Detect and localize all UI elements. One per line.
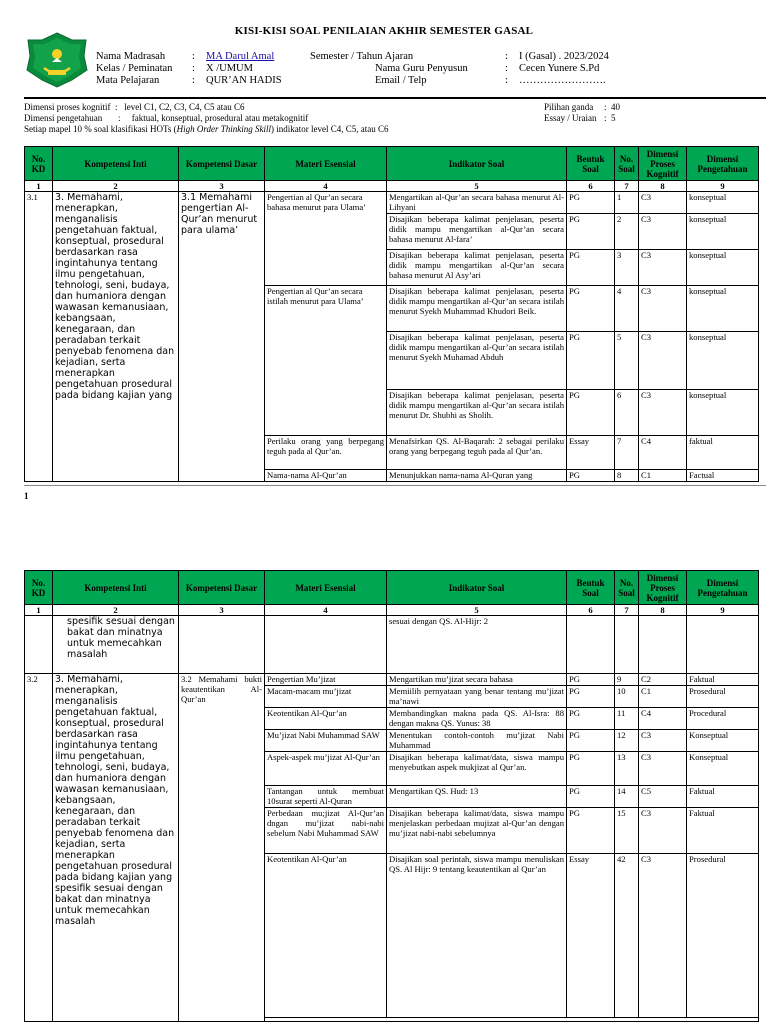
table-row: 3.2 3. Memahami, menerapkan, menganalisis pengetahuan faktual, konseptual, prosedural berdasarkan rasa ingintahunya tentang ilmu pengetahuan, tehnologi, seni, budaya, dan humaniora dengan wawasan kemanusiaan, kebangsaan, kenegaraan, dan peradaban terkait penyebab fenomena dan kejadian, serta menerapkan pengetahuan prosedural pada bidang kajian yang spesifik sesuai dengan bakat dan minatnya untuk memecahkan masalah 3.2 Memahami bukti keautentikan Al-Qur’an Pengertian Mu’jizat Mengartikan mu’jizat secara bahasa PG 9 C2 Faktual: [25, 674, 759, 686]
indikator-cell: Disajikan beberapa kalimat penjelasan, peserta didik mampu mengartikan al-Qur’an secara bahasa menurut Al-fara’: [387, 214, 567, 250]
materi-cell: Pengertian Mu’jizat: [265, 674, 387, 686]
col-pengetahuan: Dimensi Pengetahuan: [687, 571, 759, 605]
indikator-cell: Mengartikan al-Qur’an secara bahasa menurut Al-Lihyani: [387, 192, 567, 214]
col-kompetensi-inti: Kompetensi Inti: [53, 571, 179, 605]
column-number-row: 1 2 3 4 5 6 7 8 9: [25, 605, 759, 616]
indikator-cell: Mengartikan mu’jizat secara bahasa: [387, 674, 567, 686]
table-row: Disajikan beberapa kalimat penjelasan, peserta didik mampu mengartikan al-Qur’an secara istilah menurut Dr. Shubhi as Sholih. PG 6 C3 konseptual: [25, 390, 759, 436]
column-number-row: 1 2 3 4 5 6 7 8 9: [25, 181, 759, 192]
value-guru: Cecen Yunere S.Pd: [519, 63, 600, 74]
col-proses: Dimensi Proses Kognitif: [639, 147, 687, 181]
col-no-kd: No. KD: [25, 571, 53, 605]
kisi-kisi-table-page1: [24, 146, 759, 482]
table-row: Macam-macam mu’jizat Memiilih pernyataan yang benar tentang mu’jizat ma’nawi PG 10 C1 Prosedural: [25, 686, 759, 708]
continuation-row: [25, 616, 759, 674]
table-row: Disajikan beberapa kalimat penjelasan, peserta didik mampu mengartikan al-Qur’an secara bahasa menurut Al Asy’ari PG 3 C3 konseptual: [25, 250, 759, 286]
table-row: Perilaku orang yang berpegang teguh pada al Qur’an. Menafsirkan QS. Al-Baqarah: 2 sebagai perilaku orang yang berpegang teguh pada al Qur’an. Essay 7 C4 faktual: [25, 436, 759, 470]
table-row: Aspek-aspek mu’jizat Al-Qur’an Disajikan beberapa kalimat/data, siswa mampu menyebutkan aspek mukjizat al Qur’an. PG 13 C3 Konseptual: [25, 752, 759, 786]
table-row: Nama-nama Al-Qur’an Menunjukkan nama-nama Al-Quran yang PG 8 C1 Factual: [25, 470, 759, 482]
no-soal-cell: 1: [615, 192, 639, 214]
bentuk-cell: PG: [567, 192, 615, 214]
col-materi: Materi Esensial: [265, 147, 387, 181]
indikator-cell: Disajikan soal perintah, siswa mampu menuliskan QS. Al Hijr: 9 tentang keautentikan al Qur’an: [387, 854, 567, 1018]
col-bentuk: Bentuk Soal: [567, 147, 615, 181]
indikator-cell: Disajikan beberapa kalimat penjelasan, peserta didik mampu mengartikan al-Qur’an secara bahasa menurut Al Asy’ari: [387, 250, 567, 286]
table-row: [25, 192, 759, 214]
materi-cell: Aspek-aspek mu’jizat Al-Qur’an: [265, 752, 387, 786]
header-middle: [310, 51, 500, 87]
label-mata-pelajaran: Mata Pelajaran: [96, 75, 160, 86]
indikator-cell: Menafsirkan QS. Al-Baqarah: 2 sebagai perilaku orang yang berpegang teguh pada al Qur’an.: [387, 436, 567, 470]
materi-cell: Keotentikan Al-Qur’an: [265, 854, 387, 1018]
materi-cell: Tantangan untuk membuat 10surat seperti Al-Quran: [265, 786, 387, 808]
table-row: Keotentikan Al-Qur’an Membandingkan makna pada QS. Al-Isra: 88 dengan makna QS. Yunus: 38 PG 11 C4 Procedural: [25, 708, 759, 730]
value-semester: I (Gasal) . 2023/2024: [519, 51, 609, 62]
table-row: Disajikan beberapa kalimat penjelasan, peserta didik mampu mengartikan al-Qur’an secara bahasa menurut Al-fara’ PG 2 C3 konseptual: [25, 214, 759, 250]
indikator-cell: Disajikan beberapa kalimat penjelasan, peserta didik mampu mengartikan al-Qur’an secara istilah menurut Dr. Shubhi as Sholih.: [387, 390, 567, 436]
label-nama-madrasah: Nama Madrasah: [96, 51, 166, 62]
label-email: Email / Telp: [375, 75, 427, 86]
indikator-cell: Disajikan beberapa kalimat penjelasan, peserta didik mampu mengartikan al-Qur’an secara istilah menurut Syekh Muhamad Abduh: [387, 332, 567, 390]
materi-cell: Macam-macam mu’jizat: [265, 686, 387, 708]
indikator-cell: Mengartikan QS. Hud: 13: [387, 786, 567, 808]
label-kelas: Kelas / Peminatan: [96, 63, 173, 74]
materi-cell: Perbedaan mu;jizat Al-Qur’an dngan mu’jizat nabi-nabi sebelum Nabi Muhammad SAW: [265, 808, 387, 854]
ministry-logo: [26, 32, 88, 88]
header-divider: [24, 97, 766, 99]
col-bentuk: Bentuk Soal: [567, 571, 615, 605]
indikator-cell: Membandingkan makna pada QS. Al-Isra: 88 dengan makna QS. Yunus: 38: [387, 708, 567, 730]
col-no-soal: No. Soal: [615, 571, 639, 605]
col-kompetensi-inti: Kompetensi Inti: [53, 147, 179, 181]
materi-cell: Pengertian al Qur’an secara istilah menurut para Ulama’: [265, 286, 387, 436]
kd-number: 3.1: [25, 192, 53, 482]
proses-cell: C3: [639, 192, 687, 214]
materi-cell: Pengertian al Qur’an secara bahasa menurut para Ulama’: [265, 192, 387, 286]
page-break-line: [24, 485, 766, 486]
col-indikator: Indikator Soal: [387, 571, 567, 605]
materi-cell: Nama-nama Al-Qur’an: [265, 470, 387, 482]
col-pengetahuan: Dimensi Pengetahuan: [687, 147, 759, 181]
table-row: Pengertian al Qur’an secara istilah menurut para Ulama’ Disajikan beberapa kalimat penjelasan, peserta didik mampu mengartikan al-Qur’an secara istilah menurut Syekh Muhammad Khudori Beik. PG 4 C3 konseptual: [25, 286, 759, 332]
value-kelas: X /UMUM: [206, 63, 253, 74]
indikator-continued: sesuai dengan QS. Al-Hijr: 2: [387, 616, 567, 674]
col-no-kd: No. KD: [25, 147, 53, 181]
kompetensi-inti-text: 3. Memahami, menerapkan, menganalisis pengetahuan faktual, konseptual, prosedural berdasarkan rasa ingintahunya tentang ilmu pengetahuan, tehnologi, seni, budaya, dan humaniora dengan wawasan kemanusiaan, kebangsaan, kenegaraan, dan peradaban terkait penyebab fenomena dan kejadian, serta menerapkan pengetahuan prosedural pada bidang kajian yang: [53, 192, 179, 482]
indikator-cell: Disajikan beberapa kalimat/data, siswa mampu menyebutkan aspek mukjizat al Qur’an.: [387, 752, 567, 786]
indikator-cell: Disajikan beberapa kalimat/data, siswa mampu menjelaskan perbedaan mujizat al-Qur’an dengan mu’jizat nabi-nabi sebelumnya: [387, 808, 567, 854]
header-right: : I (Gasal) . 2023/2024 : Cecen Yunere S.Pd : …………………….: [505, 51, 609, 86]
materi-cell: Mu’jizat Nabi Muhammad SAW: [265, 730, 387, 752]
kompetensi-inti-continued: spesifik sesuai dengan bakat dan minatnya untuk memecahkan masalah: [53, 616, 179, 674]
kisi-kisi-table-page2: [24, 570, 759, 1022]
col-proses: Dimensi Proses Kognitif: [639, 571, 687, 605]
indikator-cell: Menentukan contoh-contoh mu’jizat Nabi Muhammad: [387, 730, 567, 752]
col-indikator: Indikator Soal: [387, 147, 567, 181]
materi-cell: Keotentikan Al-Qur’an: [265, 708, 387, 730]
label-guru: Nama Guru Penyusun: [375, 63, 468, 74]
table-row: Keotentikan Al-Qur’an Disajikan soal perintah, siswa mampu menuliskan QS. Al Hijr: 9 tentang keautentikan al Qur’an Essay 42 C3 Prosedural: [25, 854, 759, 1018]
kompetensi-dasar-text: 3.2 Memahami bukti keautentikan Al-Qur’an: [179, 674, 265, 1022]
value-email: …………………….: [519, 75, 606, 86]
pengetahuan-cell: konseptual: [687, 192, 759, 214]
kompetensi-inti-text: 3. Memahami, menerapkan, menganalisis pengetahuan faktual, konseptual, prosedural berdasarkan rasa ingintahunya tentang ilmu pengetahuan, tehnologi, seni, budaya, dan humaniora dengan wawasan kemanusiaan, kebangsaan, kenegaraan, dan peradaban terkait penyebab fenomena dan kejadian, serta menerapkan pengetahuan prosedural pada bidang kajian yang spesifik sesuai dengan bakat dan minatnya untuk memecahkan masalah: [53, 674, 179, 1022]
indikator-cell: Menunjukkan nama-nama Al-Quran yang: [387, 470, 567, 482]
value-mata-pelajaran: QUR’AN HADIS: [206, 75, 282, 86]
materi-cell: Perilaku orang yang berpegang teguh pada al Qur’an.: [265, 436, 387, 470]
indikator-cell: Memiilih pernyataan yang benar tentang mu’jizat ma’nawi: [387, 686, 567, 708]
label-semester: Semester / Tahun Ajaran: [310, 51, 414, 62]
col-kompetensi-dasar: Kompetensi Dasar: [179, 147, 265, 181]
madrasah-link[interactable]: MA Darul Amal: [206, 51, 275, 62]
col-kompetensi-dasar: Kompetensi Dasar: [179, 571, 265, 605]
kd-number: 3.2: [25, 674, 53, 1022]
page-number: 1: [24, 491, 29, 501]
table-row: Perbedaan mu;jizat Al-Qur’an dngan mu’jizat nabi-nabi sebelum Nabi Muhammad SAW Disajikan beberapa kalimat/data, siswa mampu menjelaskan perbedaan mujizat al-Qur’an dengan mu’jizat nabi-nabi sebelumnya PG 15 C3 Faktual: [25, 808, 759, 854]
col-no-soal: No. Soal: [615, 147, 639, 181]
table-row: Disajikan beberapa kalimat penjelasan, peserta didik mampu mengartikan al-Qur’an secara istilah menurut Syekh Muhamad Abduh PG 5 C3 konseptual: [25, 332, 759, 390]
dimension-notes: Dimensi proses kognitif : level C1, C2, C3, C4, C5 atau C6 Dimensi pengetahuan : faktual, konseptual, prosedural atau metakognitif Setiap mapel 10 % soal klasifikasi HOTs (High Order Thinking Skill) indikator level C4, C5, atau C6: [24, 102, 389, 134]
col-materi: Materi Esensial: [265, 571, 387, 605]
kompetensi-dasar-text: 3.1 Memahami pengertian Al-Qur’an menurut para ulama’: [179, 192, 265, 482]
question-counts: Pilihan ganda : 40 Essay / Uraian : 5: [544, 102, 621, 123]
indikator-cell: Disajikan beberapa kalimat penjelasan, peserta didik mampu mengartikan al-Qur’an secara istilah menurut Syekh Muhammad Khudori Beik.: [387, 286, 567, 332]
table-row: Mu’jizat Nabi Muhammad SAW Menentukan contoh-contoh mu’jizat Nabi Muhammad PG 12 C3 Konseptual: [25, 730, 759, 752]
table-row: Tantangan untuk membuat 10surat seperti Al-Quran Mengartikan QS. Hud: 13 PG 14 C5 Faktual: [25, 786, 759, 808]
document-title: KISI-KISI SOAL PENILAIAN AKHIR SEMESTER GASAL: [234, 25, 534, 37]
header-left: Nama Madrasah : MA Darul Amal Kelas / Peminatan : X /UMUM Mata Pelajaran : QUR’AN HADIS: [96, 51, 282, 86]
